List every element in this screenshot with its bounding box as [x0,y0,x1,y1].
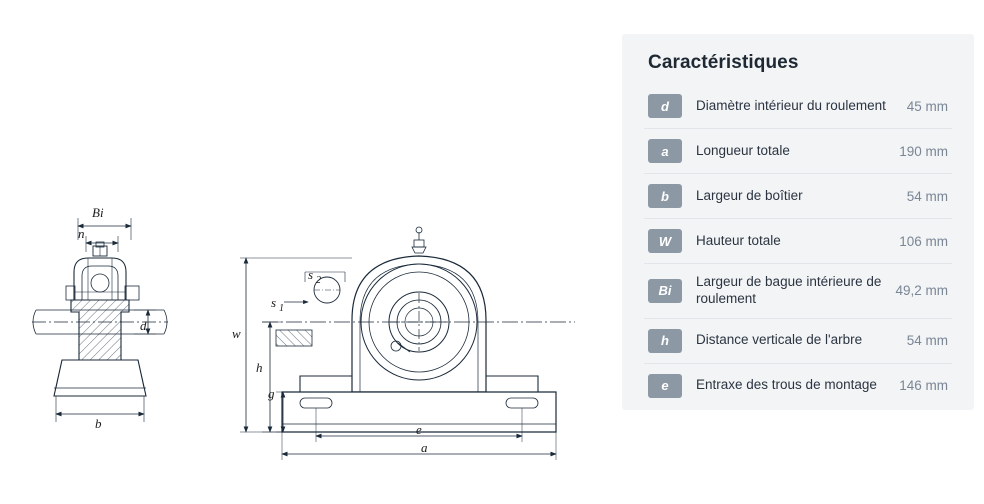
end-view-label-bi: Bi [92,205,104,220]
spec-value: 49,2 mm [895,283,948,299]
spec-label: Longueur totale [696,142,790,158]
side-view-group [240,227,575,460]
spec-value: 45 mm [906,98,948,114]
spec-row [644,129,952,174]
side-view-label-g: g [268,386,275,401]
side-view-label-a: a [421,440,428,455]
spec-label: Distance verticale de l'arbre [696,332,863,348]
side-view-label-s1: s [271,295,277,310]
end-view-n-dimension [86,236,118,252]
spec-value: 146 mm [899,378,948,394]
end-view-group [32,218,168,422]
spec-value: 190 mm [899,143,948,159]
characteristics-panel [622,34,974,410]
side-view-label-h: h [256,360,263,375]
spec-symbol-badge: d [648,94,682,118]
spec-symbol-badge: a [648,139,682,163]
spec-symbol-badge: Bi [648,279,682,303]
spec-label: Entraxe des trous de montage [696,377,877,393]
spec-row [644,319,952,364]
spec-row [644,219,952,264]
end-view-label-n: n [78,226,85,241]
side-view-label-w: w [232,326,241,341]
side-view-label-s2: s [308,267,314,282]
side-view-label-s1-sub: 1 [279,303,284,314]
side-view-label-s2-sub: 2 [316,275,321,286]
spec-label: Diamètre intérieur du roulement [696,97,886,113]
housing-section-hatch [71,300,129,360]
spec-symbol-badge: b [648,184,682,208]
panel-title: Caractéristiques [648,52,799,73]
spec-symbol-badge: W [648,229,682,253]
spec-value: 106 mm [899,233,948,249]
spec-label: Largeur de bague intérieure de roulement [696,274,882,306]
spec-value: 54 mm [906,188,948,204]
end-view-label-b: b [95,416,102,431]
end-view-label-d: d [140,318,147,333]
spec-row [644,84,952,129]
spec-label: Largeur de boîtier [696,187,803,203]
spec-row [644,264,952,319]
spec-symbol-badge: h [648,329,682,353]
spec-label: Hauteur totale [696,232,781,248]
spec-symbol-badge: e [648,374,682,398]
spec-row [644,364,952,408]
spec-row [644,174,952,219]
spec-value: 54 mm [906,333,948,349]
side-view-label-e: e [416,422,422,437]
